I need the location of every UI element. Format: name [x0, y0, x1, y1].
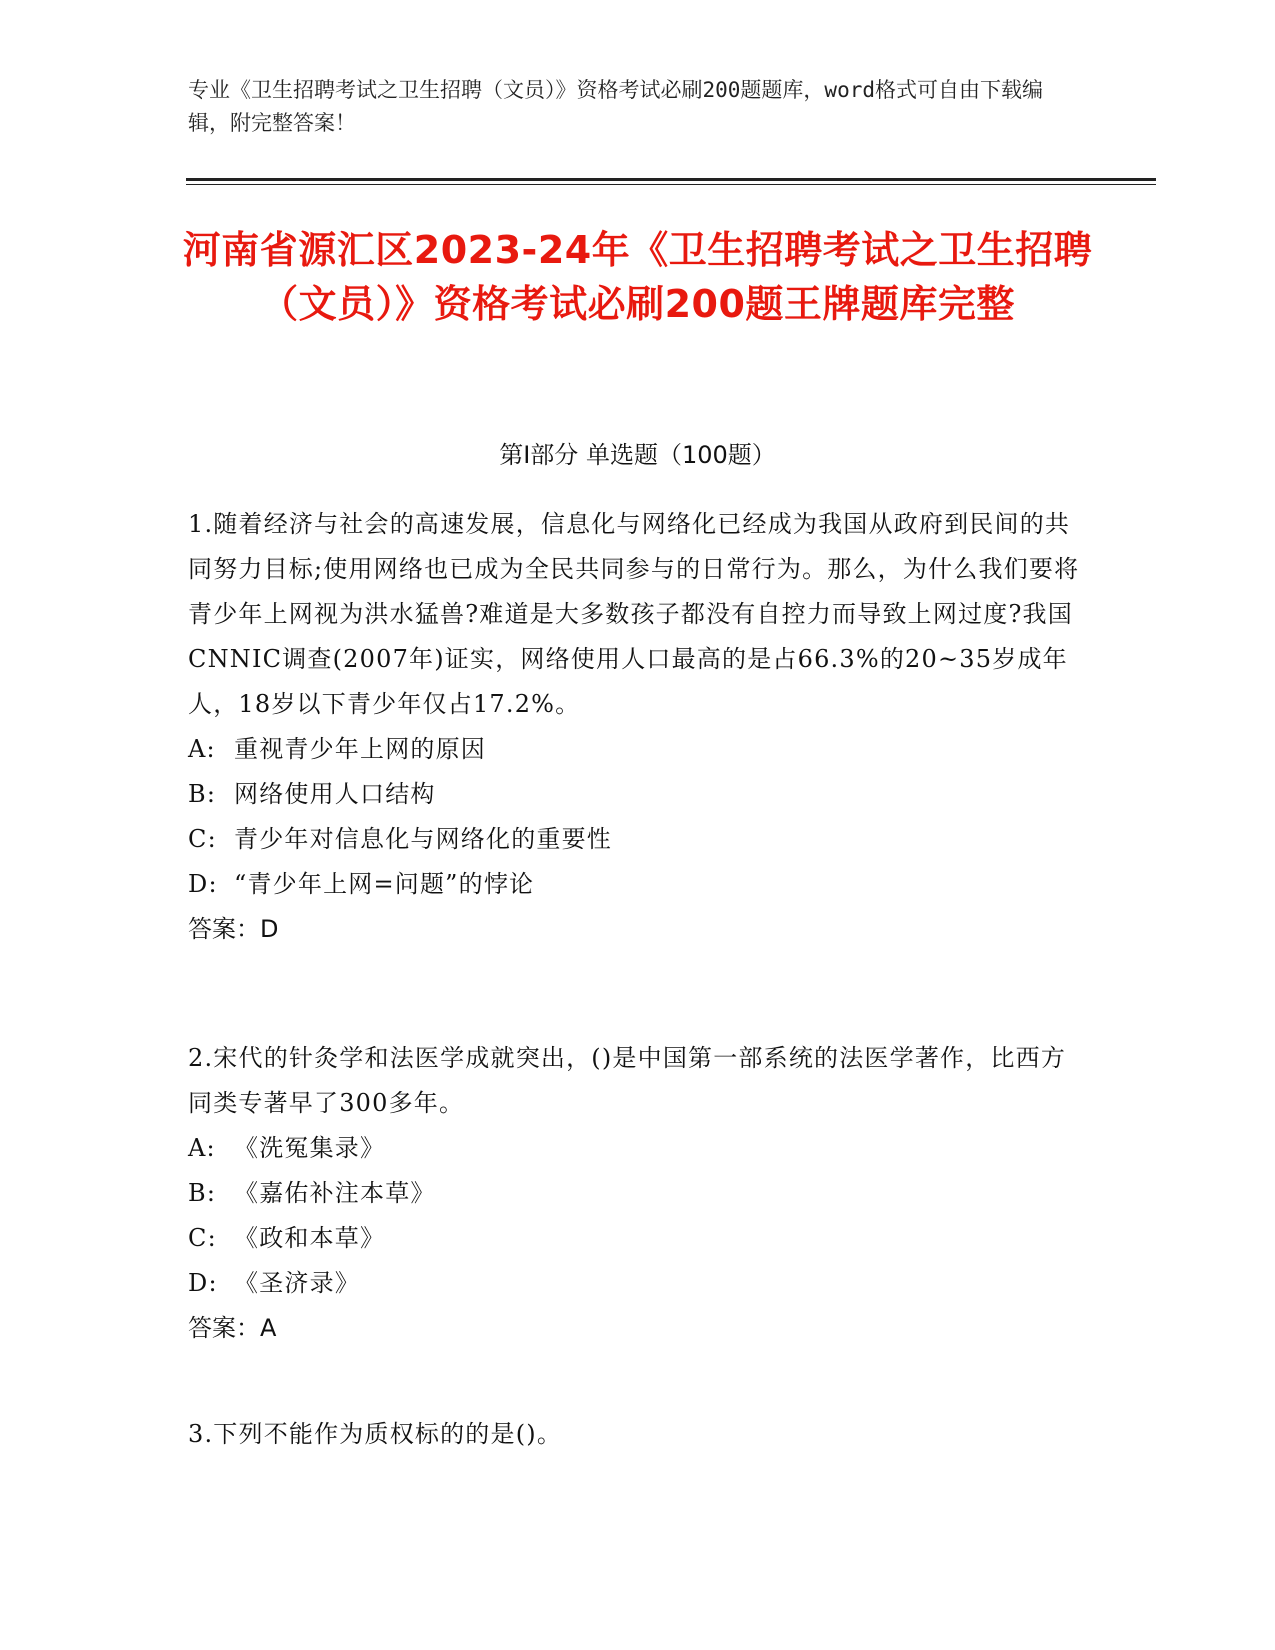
question-stem: 3.下列不能作为质权标的的是()。 [188, 1420, 563, 1448]
option-text: 《嘉佑补注本草》 [234, 1179, 436, 1207]
option-key: A: [188, 735, 216, 763]
question-3 [188, 1412, 1088, 1457]
option-key: D: [188, 870, 218, 898]
option-a [188, 727, 1088, 772]
document-title: 河南省源汇区2023-24年《卫生招聘考试之卫生招聘（文员）》资格考试必刷200题王牌题库完整 [182, 228, 1093, 326]
section-title: 第I部分 单选题（100题） [499, 441, 776, 469]
option-key: B: [188, 780, 217, 808]
option-text: 《圣济录》 [234, 1269, 360, 1297]
option-d [188, 862, 1088, 907]
answer: 答案：D [188, 915, 279, 943]
option-key: C: [188, 825, 217, 853]
option-a [188, 1126, 1088, 1171]
header-divider-thick [186, 178, 1156, 181]
option-text: 青少年对信息化与网络化的重要性 [234, 825, 612, 853]
option-c [188, 1216, 1088, 1261]
option-c [188, 817, 1088, 862]
question-1 [188, 502, 1088, 952]
option-text: “青少年上网=问题”的悖论 [234, 870, 535, 898]
option-key: D: [188, 1269, 218, 1297]
option-key: B: [188, 1179, 217, 1207]
option-d [188, 1261, 1088, 1306]
option-key: A: [188, 1134, 216, 1162]
header-divider-thin [186, 184, 1156, 185]
question-stem: 1.随着经济与社会的高速发展，信息化与网络化已经成为我国从政府到民间的共同努力目标;使用网络也已成为全民共同参与的日常行为。那么，为什么我们要将青少年上网视为洪水猛兽?难道是大多数孩子都没有自控力而导致上网过度?我国CNNIC调查(2007年)证实，网络使用人口最高的是占66.3%的20~35岁成年人，18岁以下青少年仅占17.2%。 [188, 510, 1080, 718]
option-text: 网络使用人口结构 [234, 780, 436, 808]
question-stem: 2.宋代的针灸学和法医学成就突出，()是中国第一部系统的法医学著作，比西方同类专著早了300多年。 [188, 1044, 1067, 1117]
option-key: C: [188, 1224, 217, 1252]
answer: 答案：A [188, 1314, 277, 1342]
option-b [188, 772, 1088, 817]
question-2 [188, 1036, 1088, 1351]
option-b [188, 1171, 1088, 1216]
header-note: 专业《卫生招聘考试之卫生招聘（文员）》资格考试必刷200题题库，word格式可自由下载编辑，附完整答案！ [188, 78, 1043, 135]
option-text: 重视青少年上网的原因 [234, 735, 486, 763]
option-text: 《洗冤集录》 [234, 1134, 386, 1162]
option-text: 《政和本草》 [234, 1224, 386, 1252]
